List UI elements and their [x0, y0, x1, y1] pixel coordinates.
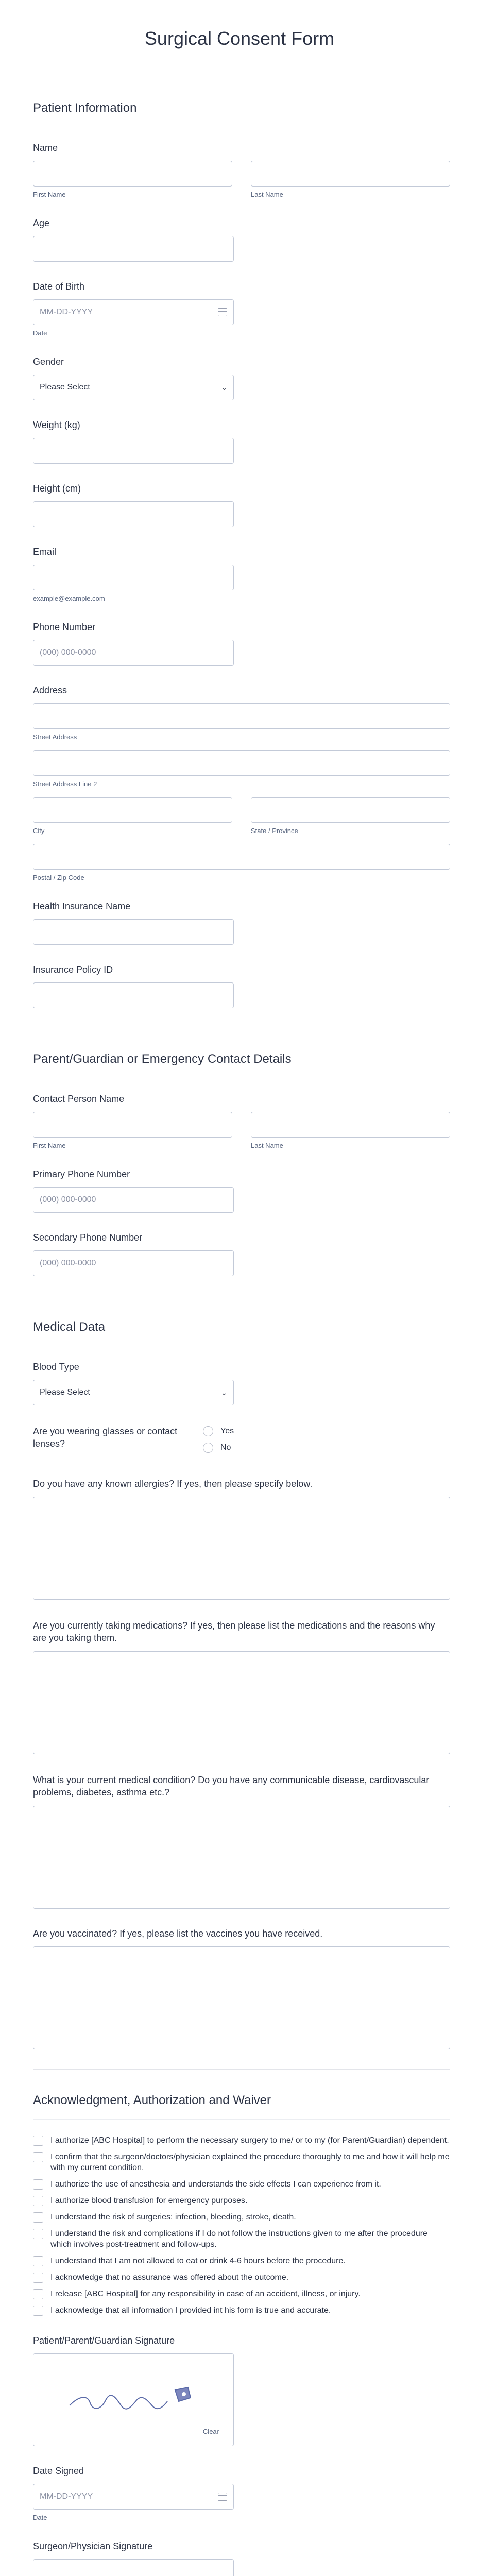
contact-name-field [33, 1094, 450, 1149]
field-label: What is your current medical condition? Do you have any communicable disease, cardiovascular problems, diabetes, asthma etc.? [33, 1775, 430, 1798]
glasses-field [33, 1425, 450, 1459]
checkbox[interactable] [33, 2306, 43, 2316]
radio-group [203, 1425, 234, 1459]
ack-text: I authorize blood transfusion for emergency purposes. [50, 2196, 248, 2205]
ack-text: I acknowledge that all information I provided int his form is true and accurate. [50, 2306, 331, 2315]
signature-pad[interactable] [33, 2559, 234, 2576]
form-header [0, 0, 479, 77]
field-label: Date Signed [33, 2466, 84, 2476]
field-label: Contact Person Name [33, 1094, 125, 1104]
section-heading: Parent/Guardian or Emergency Contact Details [33, 1052, 450, 1078]
ack-item[interactable] [33, 2195, 450, 2206]
medical-section [33, 1296, 450, 2049]
postal-input[interactable] [33, 844, 450, 870]
calendar-icon[interactable] [218, 2493, 227, 2501]
checkbox[interactable] [33, 2212, 43, 2223]
sub-label: Street Address Line 2 [33, 780, 97, 788]
age-input[interactable] [33, 236, 234, 262]
condition-field [33, 1774, 450, 1909]
blood-type-select[interactable] [33, 1380, 234, 1405]
field-label: Secondary Phone Number [33, 1232, 143, 1243]
ack-item[interactable] [33, 2135, 450, 2146]
gender-select[interactable] [33, 375, 234, 400]
chevron-down-icon: ⌄ [221, 383, 227, 392]
field-label: Age [33, 218, 50, 228]
field-label: Are you wearing glasses or contact lenses? [33, 1426, 178, 1449]
date-signed-field [33, 2466, 450, 2521]
radio-circle[interactable] [203, 1443, 213, 1453]
checkbox[interactable] [33, 2196, 43, 2206]
field-label: Primary Phone Number [33, 1169, 130, 1179]
ack-item[interactable] [33, 2179, 450, 2190]
section-heading: Patient Information [33, 101, 450, 127]
phone-placeholder: (000) 000-0000 [40, 648, 96, 657]
phone-placeholder: (000) 000-0000 [40, 1195, 96, 1204]
sub-label: City [33, 827, 45, 835]
primary-phone-input[interactable] [33, 1187, 234, 1213]
radio-yes[interactable] [203, 1426, 234, 1436]
name-field [33, 143, 450, 198]
clear-signature-button[interactable]: Clear [202, 2428, 219, 2435]
field-label: Weight (kg) [33, 420, 80, 430]
age-field [33, 218, 450, 262]
sub-label: example@example.com [33, 595, 105, 602]
ack-item[interactable] [33, 2228, 450, 2250]
field-label: Height (cm) [33, 483, 81, 494]
insurance-name-field [33, 901, 450, 945]
sub-label: First Name [33, 1142, 66, 1149]
field-label: Blood Type [33, 1362, 79, 1372]
field-label: Are you currently taking medications? If yes, then please list the medications and the reasons why are you taking them. [33, 1620, 435, 1643]
street-address-input[interactable] [33, 703, 450, 729]
field-label: Name [33, 143, 58, 153]
ack-checklist [33, 2135, 450, 2316]
policy-field [33, 964, 450, 1008]
field-label: Patient/Parent/Guardian Signature [33, 2335, 175, 2346]
patient-signature-field [33, 2335, 450, 2446]
contact-first-name-input[interactable] [33, 1112, 232, 1138]
vaccinated-field [33, 1928, 450, 2049]
insurance-name-input[interactable] [33, 919, 234, 945]
signature-sketch [64, 2375, 198, 2421]
secondary-phone-field [33, 1232, 450, 1276]
field-label: Gender [33, 357, 64, 367]
checkbox[interactable] [33, 2289, 43, 2299]
section-heading: Medical Data [33, 1320, 450, 1346]
form-title: Surgical Consent Form [144, 27, 335, 49]
signature-pad[interactable] [33, 2353, 234, 2446]
medications-field [33, 1619, 450, 1754]
ack-text: I understand that I am not allowed to eat or drink 4-6 hours before the procedure. [50, 2257, 346, 2265]
dob-input[interactable] [33, 299, 234, 325]
sub-label: Last Name [251, 1142, 283, 1149]
patient-section [33, 77, 450, 1008]
radio-label: No [220, 1443, 231, 1452]
allergies-textarea[interactable] [33, 1497, 450, 1600]
radio-circle[interactable] [203, 1426, 213, 1436]
sub-label: Last Name [251, 191, 283, 198]
address-field [33, 685, 450, 882]
ack-item[interactable] [33, 2289, 450, 2299]
field-label: Are you vaccinated? If yes, please list the vaccines you have received. [33, 1928, 323, 1939]
field-label: Address [33, 685, 67, 696]
ack-item[interactable] [33, 2272, 450, 2283]
ack-text: I authorize the use of anesthesia and understands the side effects I can experience from it. [50, 2180, 381, 2189]
street-address-2-input[interactable] [33, 750, 450, 776]
field-label: Insurance Policy ID [33, 964, 113, 975]
guardian-section [33, 1028, 450, 1276]
weight-field [33, 420, 450, 464]
sub-label: State / Province [251, 827, 298, 835]
checkbox[interactable] [33, 2136, 43, 2146]
section-heading: Acknowledgment, Authorization and Waiver [33, 2093, 450, 2120]
checkbox[interactable] [33, 2152, 43, 2162]
chevron-down-icon: ⌄ [221, 1388, 227, 1397]
date-signed-input[interactable] [33, 2484, 234, 2510]
contact-last-name-input[interactable] [251, 1112, 450, 1138]
sub-label: First Name [33, 191, 66, 198]
field-label: Phone Number [33, 622, 96, 632]
ack-text: I understand the risk of surgeries: infection, bleeding, stroke, death. [50, 2213, 296, 2222]
field-label: Do you have any known allergies? If yes, then please specify below. [33, 1479, 313, 1489]
checkbox[interactable] [33, 2256, 43, 2266]
ack-section [33, 2069, 450, 2576]
first-name-input[interactable] [33, 161, 232, 187]
field-label: Health Insurance Name [33, 901, 131, 911]
height-input[interactable] [33, 501, 234, 527]
select-value: Please Select [40, 1388, 90, 1397]
city-input[interactable] [33, 797, 232, 823]
ack-item[interactable] [33, 2212, 450, 2223]
select-value: Please Select [40, 383, 90, 392]
email-field [33, 547, 450, 602]
sub-label: Date [33, 2514, 47, 2521]
ack-text: I authorize [ABC Hospital] to perform the necessary surgery to me/ or to my (for Parent/Guardian) dependent. [50, 2136, 449, 2145]
checkbox[interactable] [33, 2179, 43, 2190]
radio-no[interactable] [203, 1443, 234, 1453]
dob-placeholder: MM-DD-YYYY [40, 308, 93, 316]
ack-item[interactable] [33, 2151, 450, 2173]
policy-input[interactable] [33, 982, 234, 1008]
calendar-icon[interactable] [218, 308, 227, 316]
sub-label: Street Address [33, 733, 77, 741]
field-label: Surgeon/Physician Signature [33, 2541, 153, 2551]
phone-input[interactable] [33, 640, 234, 666]
height-field [33, 483, 450, 527]
phone-placeholder: (000) 000-0000 [40, 1259, 96, 1267]
sub-label: Postal / Zip Code [33, 874, 84, 882]
vaccinated-textarea[interactable] [33, 1946, 450, 2049]
phone-field [33, 622, 450, 666]
secondary-phone-input[interactable] [33, 1250, 234, 1276]
date-placeholder: MM-DD-YYYY [40, 2492, 93, 2501]
state-input[interactable] [251, 797, 450, 823]
blood-type-field [33, 1362, 450, 1405]
gender-field [33, 357, 450, 400]
surgeon-signature-field [33, 2541, 450, 2576]
dob-field [33, 281, 450, 337]
primary-phone-field [33, 1169, 450, 1213]
sub-label: Date [33, 329, 47, 337]
checkbox[interactable] [33, 2229, 43, 2239]
ack-item[interactable] [33, 2305, 450, 2316]
ack-text: I understand the risk and complications if I do not follow the instructions given to me after the procedure which involves post-treatment and follow-ups. [50, 2229, 427, 2249]
medications-textarea[interactable] [33, 1651, 450, 1754]
condition-textarea[interactable] [33, 1806, 450, 1909]
last-name-input[interactable] [251, 161, 450, 187]
checkbox[interactable] [33, 2273, 43, 2283]
ack-text: I confirm that the surgeon/doctors/physician explained the procedure thoroughly to me and how it will help me with my current condition. [50, 2153, 450, 2172]
ack-text: I release [ABC Hospital] for any responsibility in case of an accident, illness, or injury. [50, 2290, 361, 2298]
email-input[interactable] [33, 565, 234, 590]
form-content [0, 77, 479, 2576]
radio-label: Yes [220, 1427, 234, 1435]
ack-text: I acknowledge that no assurance was offered about the outcome. [50, 2273, 289, 2282]
ack-item[interactable] [33, 2256, 450, 2266]
field-label: Date of Birth [33, 281, 85, 292]
allergies-field [33, 1479, 450, 1600]
weight-input[interactable] [33, 438, 234, 464]
field-label: Email [33, 547, 57, 557]
